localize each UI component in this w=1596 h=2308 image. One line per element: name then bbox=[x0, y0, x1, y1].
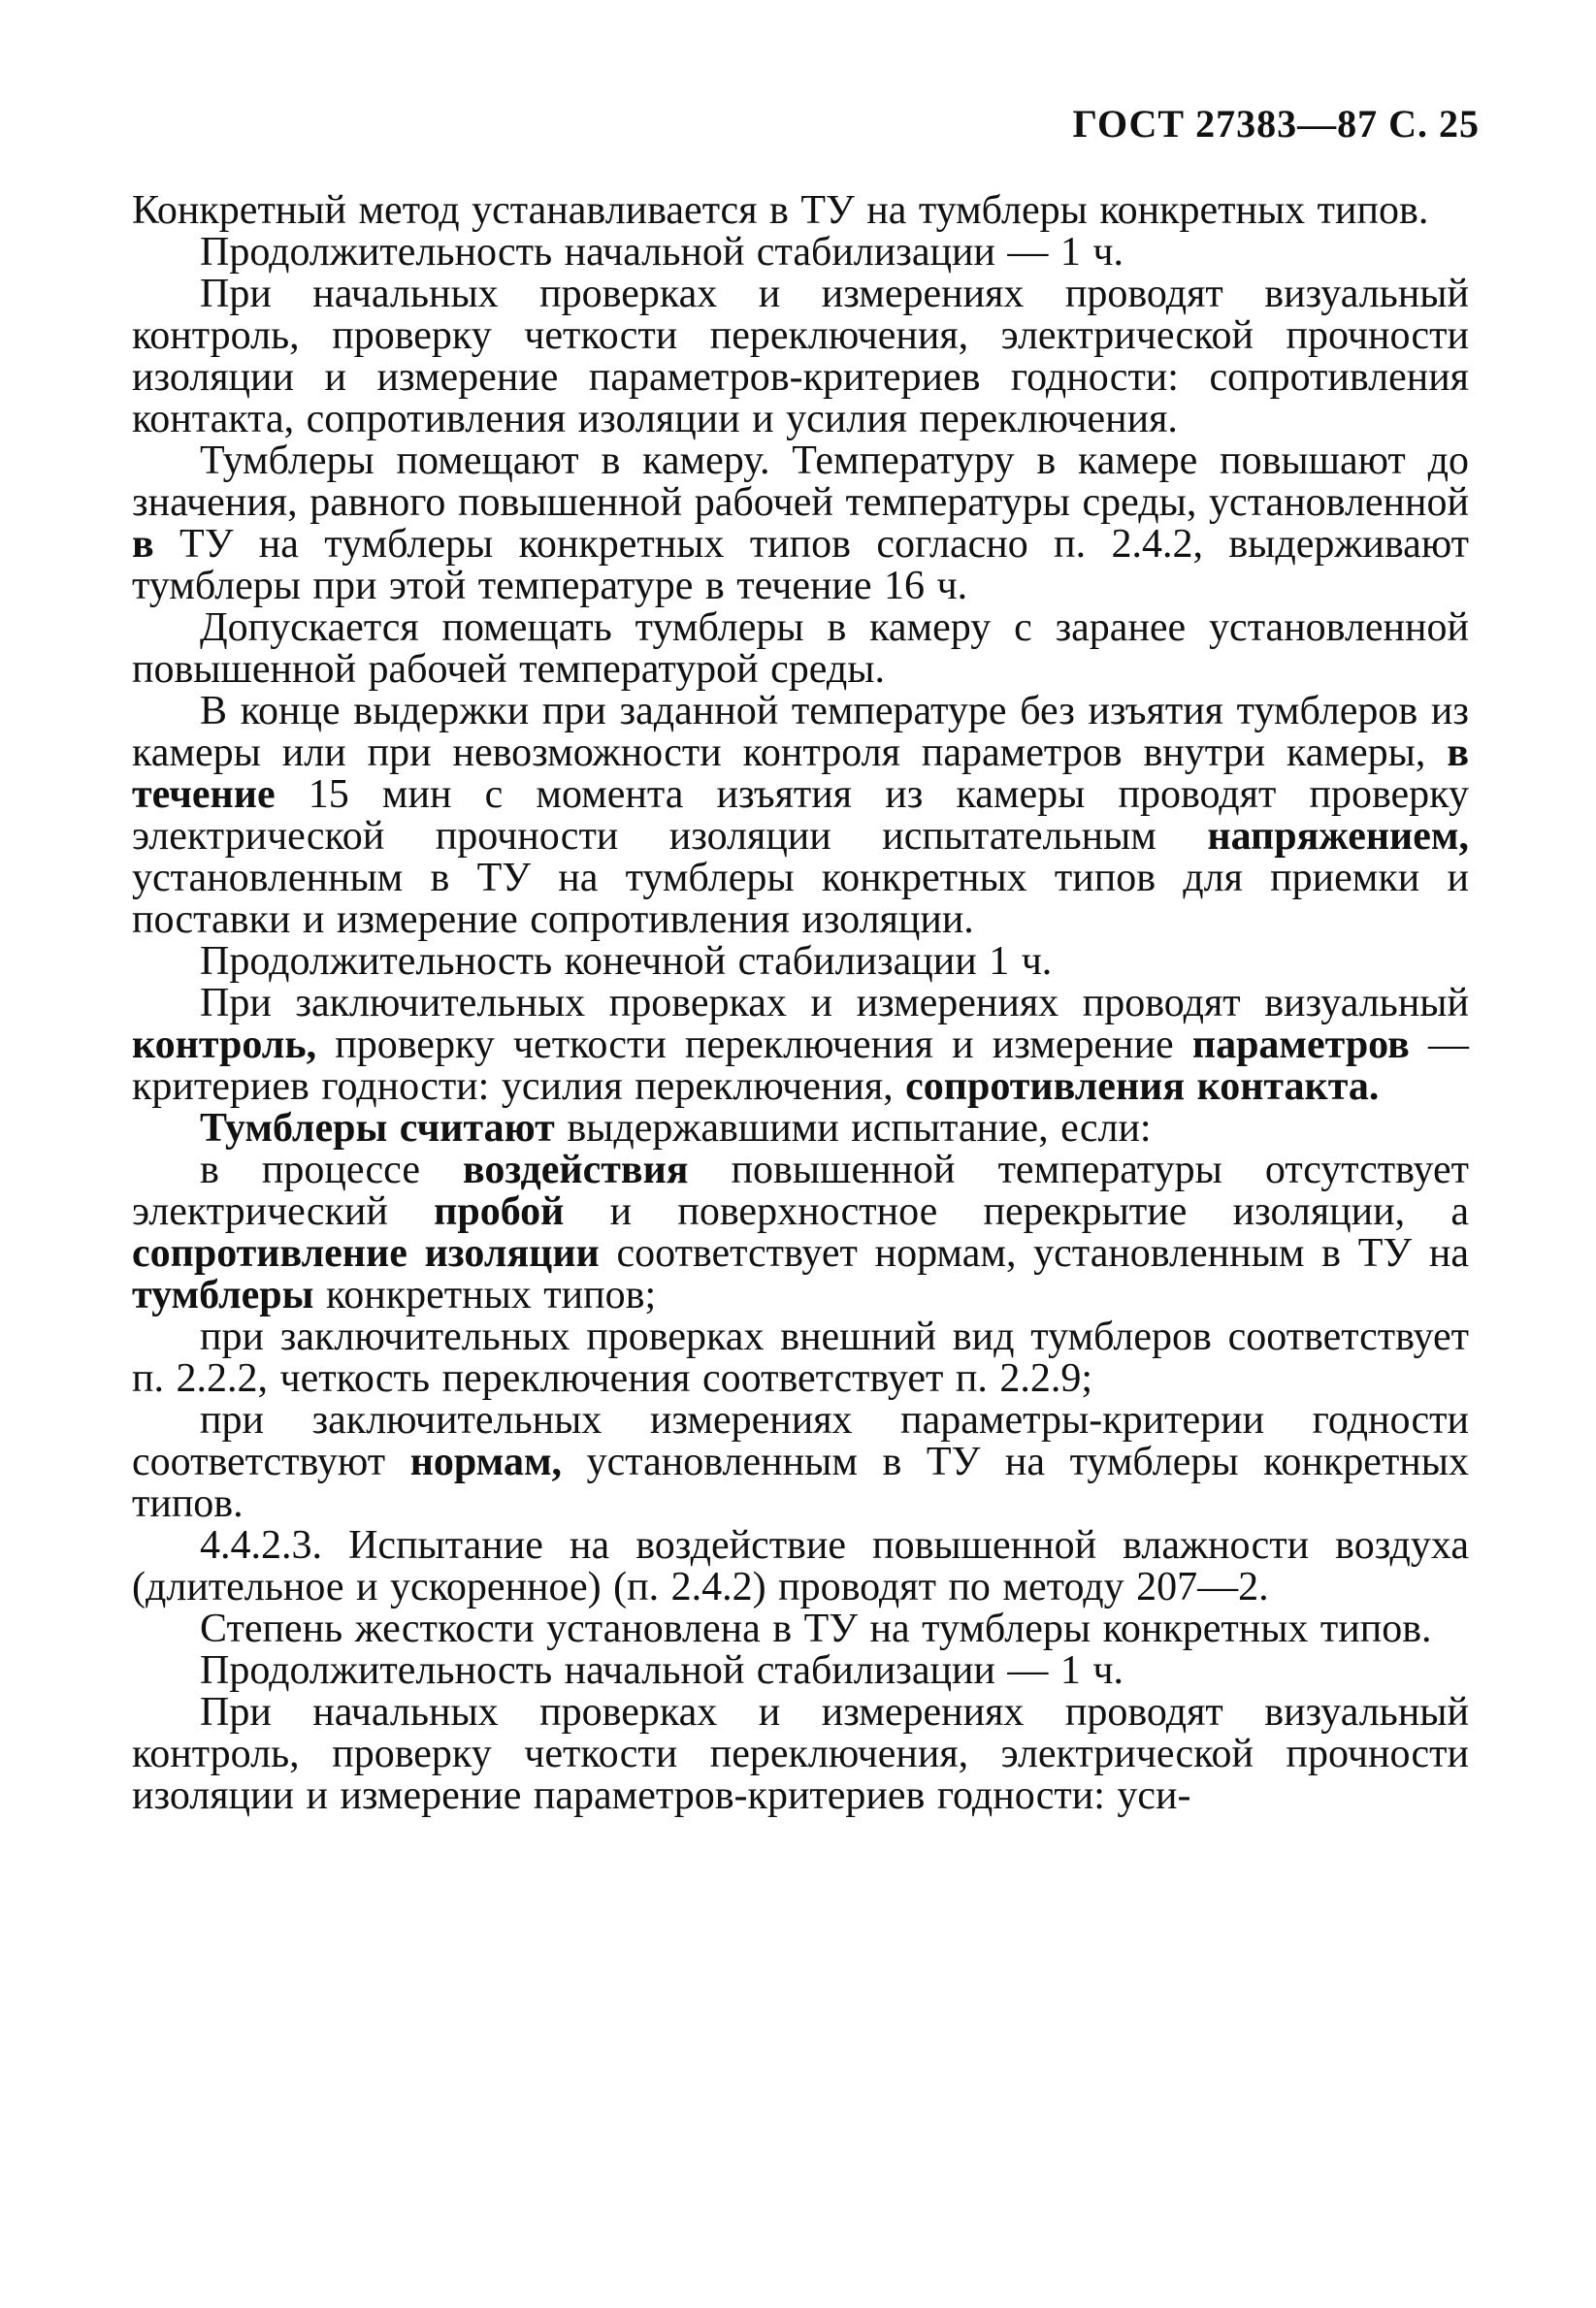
paragraph bbox=[132, 1317, 1469, 1400]
text-run: выдержавшими испытание, если: bbox=[554, 1106, 1152, 1151]
paragraph bbox=[132, 440, 1469, 607]
text-run: Конкретный метод устанавливается в ТУ на тумблеры конкретных типов. bbox=[132, 188, 1429, 233]
bold-text-run: контроль, bbox=[132, 1023, 317, 1067]
text-run bbox=[387, 1106, 400, 1151]
paragraph bbox=[132, 691, 1469, 941]
bold-text-run: Тумблеры bbox=[200, 1106, 388, 1151]
text-run: 4.4.2.3. Испытание на воздействие повышенной влажности воздуха (длительное и ускоренное) (п. 2.4.2) проводят по методу 207—2. bbox=[132, 1523, 1469, 1609]
text-run: конкретных типов; bbox=[313, 1273, 657, 1317]
bold-text-run: нормам, bbox=[409, 1440, 563, 1484]
text-run: и поверхностное перекрытие изоляции, а bbox=[564, 1189, 1470, 1234]
text-run: Допускается помещать тумблеры в камеру с заранее установленной повышенной рабочей температурой среды. bbox=[132, 605, 1469, 692]
text-run: При заключительных проверках и измерениях проводят визуальный bbox=[200, 981, 1469, 1025]
text-run: установленным в ТУ на тумблеры конкретных типов. bbox=[132, 1440, 1469, 1526]
text-run: При начальных проверках и измерениях проводят визуальный контроль, проверку четкости переключения, электрической прочности изоляции и измерение параметров-критериев годности: уси- bbox=[132, 1690, 1469, 1818]
bold-text-run: тумблеры bbox=[132, 1273, 314, 1317]
text-run: 15 мин с момента изъятия из камеры проводят проверку электрической прочности изоляции испытательным bbox=[132, 772, 1469, 859]
page-header: ГОСТ 27383—87 С. 25 bbox=[1072, 102, 1480, 146]
paragraph bbox=[132, 232, 1469, 274]
text-run: ТУ на тумблеры конкретных типов согласно п. 2.4.2, выдерживают тумблеры при этой температуре в течение 16 ч. bbox=[132, 522, 1469, 608]
paragraph bbox=[132, 607, 1469, 691]
text-run: при заключительных проверках внешний вид тумблеров соответствует п. 2.2.2, четкость переключения соответствует п. 2.2.9; bbox=[132, 1315, 1469, 1401]
bold-text-run: считают bbox=[399, 1106, 555, 1151]
text-run: соответствует нормам, установленным в ТУ на bbox=[599, 1231, 1469, 1276]
paragraph bbox=[132, 190, 1469, 232]
text-run: повышенной температуры отсутствует электрический bbox=[132, 1148, 1469, 1234]
paragraph bbox=[132, 1650, 1469, 1692]
text-run: При начальных проверках и измерениях проводят визуальный контроль, проверку четкости переключения, электрической прочности изоляции и измерение параметров-критериев годности: сопротивления контакта, сопротивления изоляции и усилия переключения. bbox=[132, 272, 1469, 441]
paragraph bbox=[132, 1692, 1469, 1817]
paragraph bbox=[132, 1525, 1469, 1609]
paragraph bbox=[132, 1150, 1469, 1317]
paragraph bbox=[132, 941, 1469, 983]
text-run: установленным в ТУ на тумблеры конкретных типов для приемки и поставки и измерение сопротивления изоляции. bbox=[132, 856, 1469, 942]
paragraph bbox=[132, 1609, 1469, 1650]
bold-text-run: воздействия bbox=[463, 1148, 689, 1192]
bold-text-run: в bbox=[132, 522, 154, 567]
text-run: Продолжительность начальной стабилизации — 1 ч. bbox=[200, 1648, 1124, 1693]
text-run: в процессе bbox=[200, 1148, 464, 1192]
bold-text-run: сопротивление изоляции bbox=[132, 1231, 600, 1276]
bold-text-run: сопротивления контакта. bbox=[905, 1064, 1380, 1109]
paragraph bbox=[132, 983, 1469, 1108]
bold-text-run: параметров bbox=[1191, 1023, 1410, 1067]
bold-text-run: пробой bbox=[434, 1189, 565, 1234]
text-run: Тумблеры помещают в камеру. Температуру в камере повышают до значения, равного повышенной рабочей температуры среды, установленной bbox=[132, 439, 1469, 525]
text-run: Продолжительность начальной стабилизации — 1 ч. bbox=[200, 230, 1124, 275]
bold-text-run: напряжением, bbox=[1207, 814, 1469, 859]
text-run: Продолжительность конечной стабилизации 1 ч. bbox=[200, 939, 1053, 984]
paragraph bbox=[132, 1108, 1469, 1150]
paragraph bbox=[132, 1400, 1469, 1525]
document-body bbox=[132, 190, 1469, 1817]
bold-text-run: в течение bbox=[132, 731, 1469, 817]
text-run: проверку четкости переключения и измерение bbox=[316, 1023, 1192, 1067]
text-run: при заключительных измерениях параметры-критерии годности соответствуют bbox=[132, 1398, 1469, 1484]
text-run: — критериев годности: усилия переключения, bbox=[132, 1023, 1469, 1109]
text-run: В конце выдержки при заданной температуре без изъятия тумблеров из камеры или при невозможности контроля параметров внутри камеры, bbox=[132, 689, 1469, 775]
text-run: Степень жесткости установлена в ТУ на тумблеры конкретных типов. bbox=[200, 1607, 1432, 1651]
paragraph bbox=[132, 274, 1469, 440]
